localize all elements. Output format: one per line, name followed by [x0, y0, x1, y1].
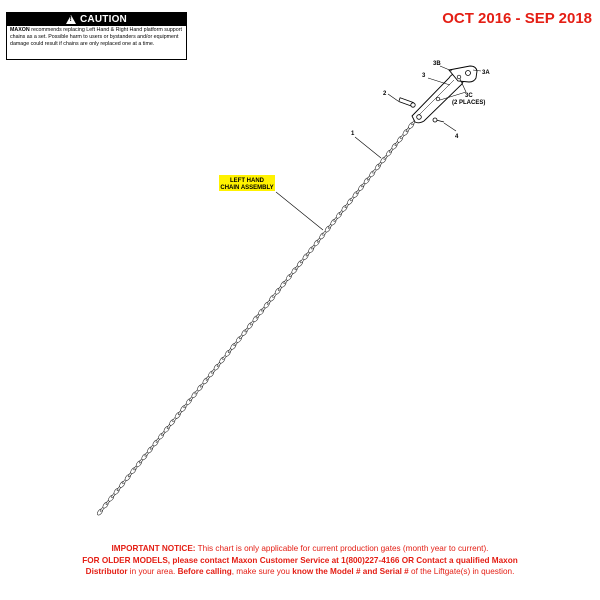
- important-notice: [0, 543, 600, 578]
- notice-line-3: [0, 566, 600, 578]
- notice-line-1: [0, 543, 600, 555]
- notice-line-3-bold-b: Before calling: [177, 567, 232, 576]
- notice-line-3-text-b: , make sure you: [231, 567, 293, 576]
- caution-message-text: recommends replacing Left Hand & Right Hand platform support chains as a set. Possible harm to users or bystanders and/or equipment damage could result if chains are only replaced one at a time.: [10, 27, 182, 47]
- assembly-label-line1: LEFT HAND: [230, 178, 264, 184]
- notice-line-3-text-c: of the Liftgate(s) in question.: [408, 567, 515, 576]
- cotter-pin-item-4: [433, 118, 444, 122]
- bracket-top-hole: [466, 71, 471, 76]
- callout-3b: 3B: [433, 61, 441, 67]
- caution-title: CAUTION: [80, 14, 127, 25]
- callout-3a: 3A: [482, 70, 490, 76]
- callout-4: 4: [455, 134, 459, 140]
- notice-line-3-text-a: in your area.: [127, 567, 178, 576]
- caution-brand: MAXON: [10, 27, 30, 33]
- callout-3c: 3C: [465, 93, 473, 99]
- date-range: OCT 2016 - SEP 2018: [442, 10, 592, 27]
- notice-line-1-bold: IMPORTANT NOTICE:: [111, 544, 196, 553]
- leader-assembly: [276, 192, 323, 230]
- callout-3: 3: [422, 73, 426, 79]
- assembly-label: [219, 175, 275, 191]
- assembly-label-line2: CHAIN ASSEMBLY: [220, 185, 274, 191]
- notice-line-2: [0, 555, 600, 567]
- callout-3c-note: (2 PLACES): [452, 100, 486, 106]
- callout-2: 2: [383, 91, 387, 97]
- bracket-inner-line: [417, 80, 454, 117]
- callout-1: 1: [351, 131, 355, 137]
- leader-4: [444, 123, 456, 131]
- pin-3c-upper: [457, 75, 461, 79]
- leader-2: [388, 94, 398, 101]
- notice-line-3-bold-a: Distributor: [85, 567, 128, 576]
- pin-3c-lower: [436, 97, 440, 101]
- leader-1: [355, 137, 381, 158]
- notice-line-2-bold: FOR OLDER MODELS, please contact Maxon Customer Service at 1(800)227-4166 OR Contact a qualified Maxon: [82, 555, 518, 565]
- notice-line-1-text: This chart is only applicable for current production gates (month year to current).: [195, 544, 489, 553]
- leader-3b: [440, 66, 452, 71]
- notice-line-3-bold-c: know the Model # and Serial #: [292, 567, 409, 576]
- bracket-bottom-hole: [417, 115, 422, 120]
- pin-item-2: [399, 98, 415, 107]
